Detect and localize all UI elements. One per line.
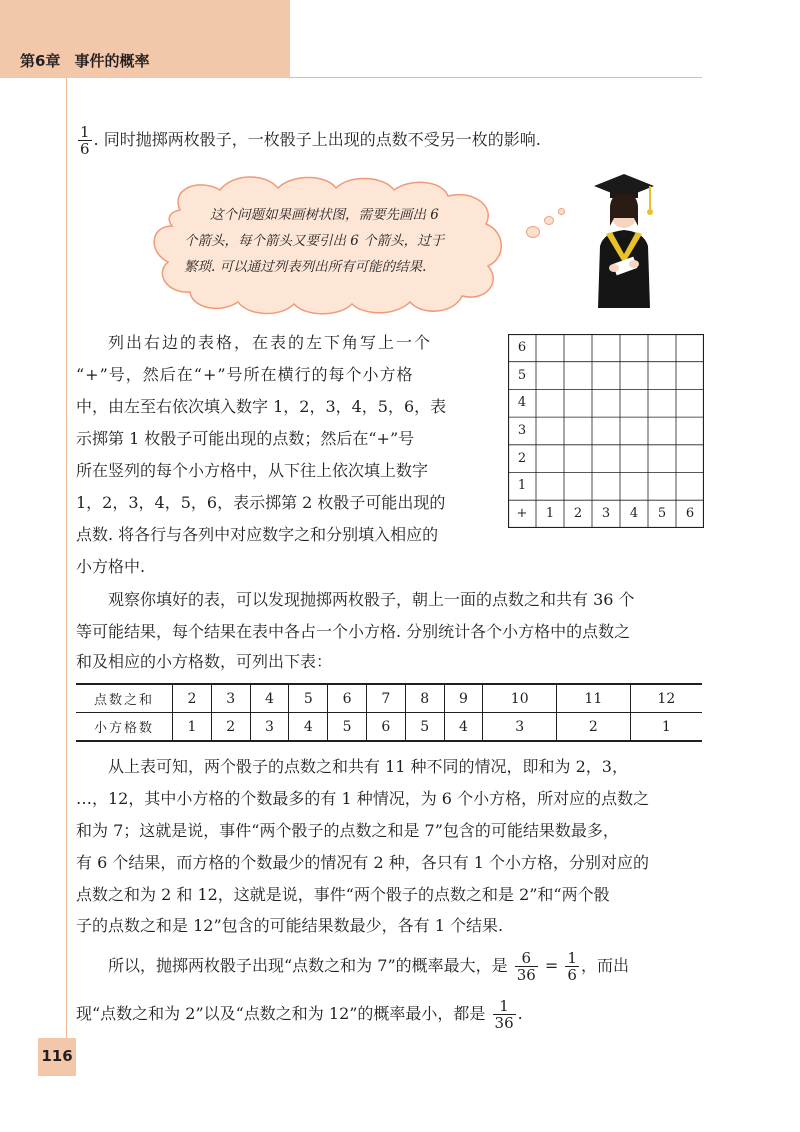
grid-row-label: 6 bbox=[517, 340, 527, 355]
table-cell: 11 bbox=[557, 684, 631, 713]
conclusion-line-1: 所以，抛掷两枚骰子出现“点数之和为 7”的概率最大，是 $\frac{6}{36}$ = $\frac{1}{6}$ ，而出 bbox=[108, 949, 629, 984]
para2-line: 和及相应的小方格数，可列出下表： bbox=[76, 652, 333, 671]
table-cell: 2 bbox=[557, 713, 631, 742]
table-cell: 9 bbox=[444, 684, 483, 713]
table-cell: 4 bbox=[289, 713, 328, 742]
grid-col-label: 4 bbox=[629, 506, 639, 521]
para1-line: 示掷第 1 枚骰子可能出现的点数；然后在“+”号 bbox=[76, 429, 415, 448]
grid-row-label: 4 bbox=[517, 395, 527, 410]
table-row bbox=[76, 713, 702, 742]
graduate-student-illustration bbox=[588, 168, 658, 308]
table-cell: 4 bbox=[250, 684, 289, 713]
fraction-one-thirty-sixth: $\frac{1}{36}$ bbox=[494, 997, 514, 1032]
thought-bubble-dot bbox=[558, 208, 565, 215]
table-cell: 2 bbox=[211, 713, 250, 742]
margin-rule bbox=[66, 78, 67, 1038]
graduate-icon bbox=[588, 168, 658, 308]
para1-line: 小方格中. bbox=[76, 557, 146, 576]
table-cell: 5 bbox=[289, 684, 328, 713]
chapter-title: 事件的概率 bbox=[74, 52, 150, 70]
header-rule bbox=[290, 77, 702, 78]
para1-line: 点数. 将各行与各列中对应数字之和分别填入相应的 bbox=[76, 525, 439, 544]
para1-line: 列出右边的表格，在表的左下角写上一个 bbox=[108, 333, 433, 352]
page-number: 116 bbox=[41, 1047, 73, 1065]
table-row bbox=[76, 684, 702, 713]
grid-corner-plus: + bbox=[516, 506, 528, 521]
para2-line: 观察你填好的表，可以发现抛掷两枚骰子，朝上一面的点数之和共有 36 个 bbox=[108, 590, 635, 609]
para3-line: 点数之和为 2 和 12，这就是说，事件“两个骰子的点数之和是 2”和“两个骰 bbox=[76, 885, 610, 904]
table-cell: 1 bbox=[630, 713, 702, 742]
para3-line: 从上表可知，两个骰子的点数之和共有 11 种不同的情况，即和为 2，3， bbox=[108, 757, 628, 776]
table-cell: 3 bbox=[250, 713, 289, 742]
para3-line: 子的点数之和是 12”包含的可能结果数最少，各有 1 个结果. bbox=[76, 916, 504, 935]
chapter-number: 第6章 bbox=[20, 52, 61, 70]
para1-line: 中，由左至右依次填入数字 1，2，3，4，5，6，表 bbox=[76, 397, 447, 416]
fraction-one-sixth: $\frac{1}{6}$ bbox=[80, 123, 90, 158]
grid-row-label: 1 bbox=[517, 478, 527, 493]
para1-line: 1，2，3，4，5，6，表示掷第 2 枚骰子可能出现的 bbox=[76, 493, 446, 512]
grid-col-label: 3 bbox=[601, 506, 611, 521]
thought-cloud bbox=[140, 170, 520, 320]
grid-row-label: 3 bbox=[517, 423, 527, 438]
grid-col-label: 2 bbox=[573, 506, 583, 521]
conclusion-line-2: 现“点数之和为 2”以及“点数之和为 12”的概率最小，都是 $\frac{1}{36}$ . bbox=[76, 997, 523, 1032]
fraction-one-sixth: $\frac{1}{6}$ bbox=[567, 949, 577, 984]
cloud-text-line: 个箭头，每个箭头又要引出 6 个箭头，过于 bbox=[184, 233, 445, 249]
thought-bubble-dot bbox=[526, 226, 540, 238]
fraction-six-thirty-sixths: $\frac{6}{36}$ bbox=[516, 949, 536, 984]
grid-lines bbox=[508, 334, 704, 528]
table-cell: 4 bbox=[444, 713, 483, 742]
table-cell: 1 bbox=[173, 713, 212, 742]
table-cell: 6 bbox=[328, 684, 367, 713]
table-cell: 10 bbox=[483, 684, 557, 713]
grid-col-label: 6 bbox=[685, 506, 695, 521]
cloud-text-line: 繁琐. 可以通过列表列出所有可能的结果. bbox=[184, 259, 427, 275]
table-cell: 8 bbox=[405, 684, 444, 713]
cloud-text-line: 这个问题如果画树状图，需要先画出 6 bbox=[210, 207, 439, 223]
table-cell: 5 bbox=[328, 713, 367, 742]
table-cell: 6 bbox=[366, 713, 405, 742]
intro-line: $\frac{1}{6}$ . 同时抛掷两枚骰子，一枚骰子上出现的点数不受另一枚的影响. bbox=[80, 123, 541, 158]
dice-sum-grid bbox=[508, 334, 704, 528]
table-cell: 3 bbox=[483, 713, 557, 742]
table-cell: 5 bbox=[405, 713, 444, 742]
table-cell: 2 bbox=[173, 684, 212, 713]
para3-line: 和为 7；这就是说，事件“两个骰子的点数之和是 7”包含的可能结果数最多， bbox=[76, 821, 619, 840]
grid-row-label: 5 bbox=[517, 368, 527, 383]
chapter-header bbox=[20, 50, 149, 71]
para2-line: 等可能结果，每个结果在表中各占一个小方格. 分别统计各个小方格中的点数之 bbox=[76, 622, 631, 641]
table-row-label: 点数之和 bbox=[76, 684, 173, 713]
para1-line: 所在竖列的每个小方格中，从下往上依次填上数字 bbox=[76, 461, 429, 480]
table-cell: 3 bbox=[211, 684, 250, 713]
sum-frequency-table bbox=[76, 683, 702, 742]
table-row-label: 小方格数 bbox=[76, 713, 173, 742]
thought-bubble-dot bbox=[544, 216, 554, 225]
grid-col-label: 5 bbox=[657, 506, 667, 521]
para3-line: …，12，其中小方格的个数最多的有 1 种情况，为 6 个小方格，所对应的点数之 bbox=[76, 789, 650, 808]
table-cell: 7 bbox=[366, 684, 405, 713]
para3-line: 有 6 个结果，而方格的个数最少的情况有 2 种，各只有 1 个小方格，分别对应的 bbox=[76, 853, 650, 872]
grid-col-label: 1 bbox=[545, 506, 555, 521]
grid-row-label: 2 bbox=[517, 451, 527, 466]
table-cell: 12 bbox=[630, 684, 702, 713]
para1-line: “+”号，然后在“+”号所在横行的每个小方格 bbox=[76, 365, 414, 384]
